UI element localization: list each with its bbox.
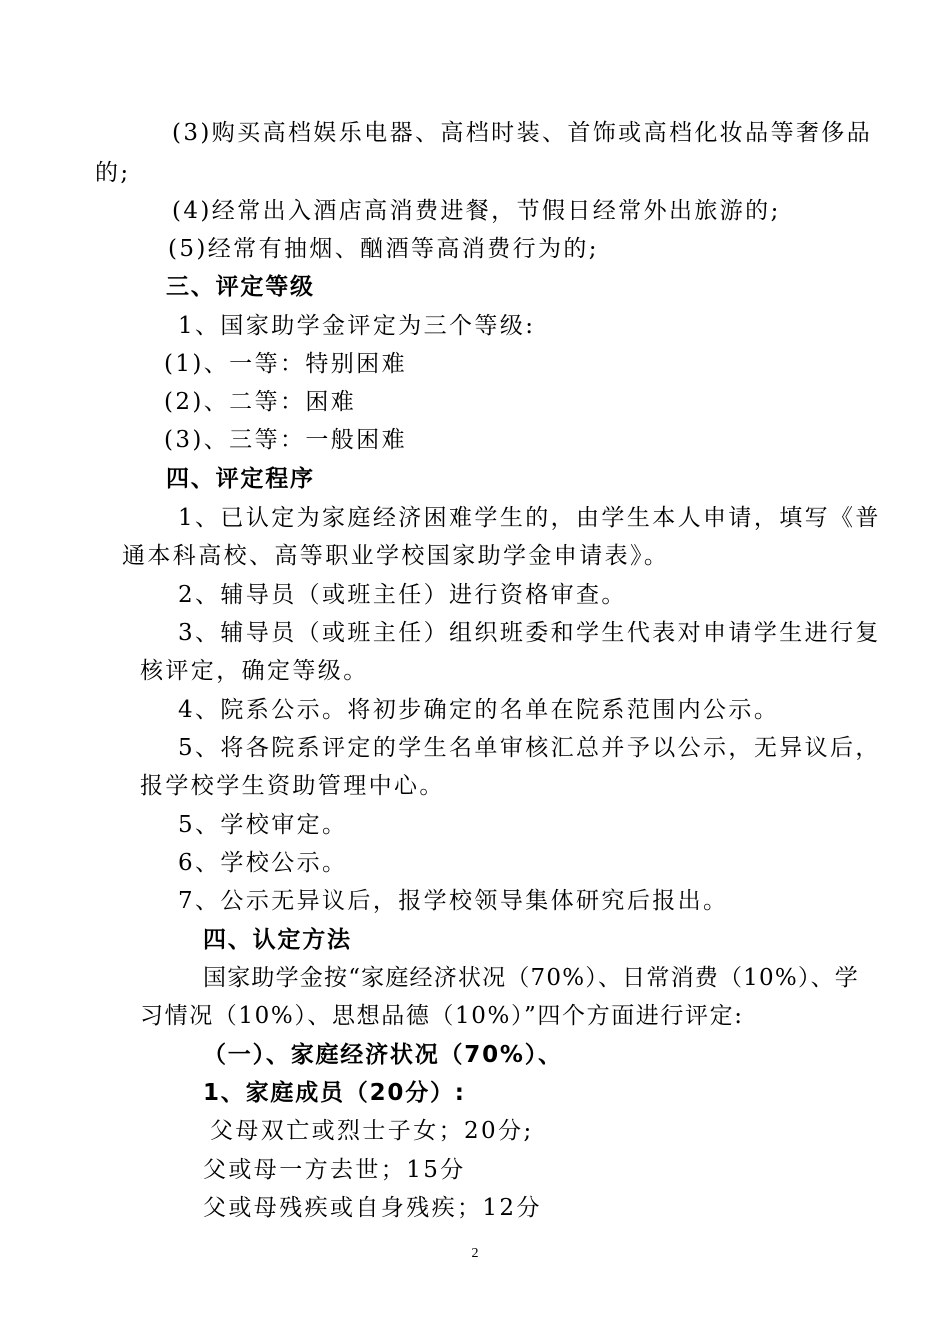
text-line: 的; xyxy=(95,160,131,186)
text-line: 报学校学生资助管理中心。 xyxy=(140,773,445,799)
text-line: 通本科高校、高等职业学校国家助学金申请表》。 xyxy=(122,543,670,569)
page-number: 2 xyxy=(471,1246,479,1261)
text-line: 父母双亡或烈士子女；20分; xyxy=(210,1118,534,1144)
text-line: 核评定，确定等级。 xyxy=(140,658,369,684)
text-line: 6、学校公示。 xyxy=(178,850,348,876)
text-line: 父或母残疾或自身残疾；12分 xyxy=(203,1195,542,1221)
text-line: (3)购买高档娱乐电器、高档时装、首饰或高档化妆品等奢侈品 xyxy=(172,120,873,146)
text-line: 父或母一方去世；15分 xyxy=(203,1157,466,1183)
text-line: (5)经常有抽烟、酗酒等高消费行为的; xyxy=(168,236,599,262)
text-line: 习情况（10%）、思想品德（10%）”四个方面进行评定: xyxy=(140,1003,744,1029)
text-line: 4、院系公示。将初步确定的名单在院系范围内公示。 xyxy=(178,697,780,723)
subsection-heading: （一）、家庭经济状况（70%）、 xyxy=(203,1042,563,1068)
text-line: (2)、二等：困难 xyxy=(164,389,357,415)
text-line: (1)、一等：特别困难 xyxy=(164,351,407,377)
text-line: 7、公示无异议后，报学校领导集体研究后报出。 xyxy=(178,888,729,914)
text-line: 1、已认定为家庭经济困难学生的，由学生本人申请，填写《普 xyxy=(178,505,881,531)
text-line: (4)经常出入酒店高消费进餐，节假日经常外出旅游的; xyxy=(172,198,781,224)
text-line: 1、国家助学金评定为三个等级: xyxy=(178,313,536,339)
section-heading: 四、认定方法 xyxy=(203,927,352,953)
text-line: 5、将各院系评定的学生名单审核汇总并予以公示，无异议后， xyxy=(178,735,881,761)
section-heading: 三、评定等级 xyxy=(166,274,315,300)
subsection-heading: 1、家庭成员（20分）: xyxy=(203,1080,466,1106)
section-heading: 四、评定程序 xyxy=(166,466,315,492)
text-line: 国家助学金按“家庭经济状况（70%）、日常消费（10%）、学 xyxy=(203,965,860,991)
text-line: 3、辅导员（或班主任）组织班委和学生代表对申请学生进行复 xyxy=(178,620,881,646)
text-line: (3)、三等：一般困难 xyxy=(164,427,407,453)
text-line: 5、学校审定。 xyxy=(178,812,348,838)
text-line: 2、辅导员（或班主任）进行资格审查。 xyxy=(178,582,627,608)
